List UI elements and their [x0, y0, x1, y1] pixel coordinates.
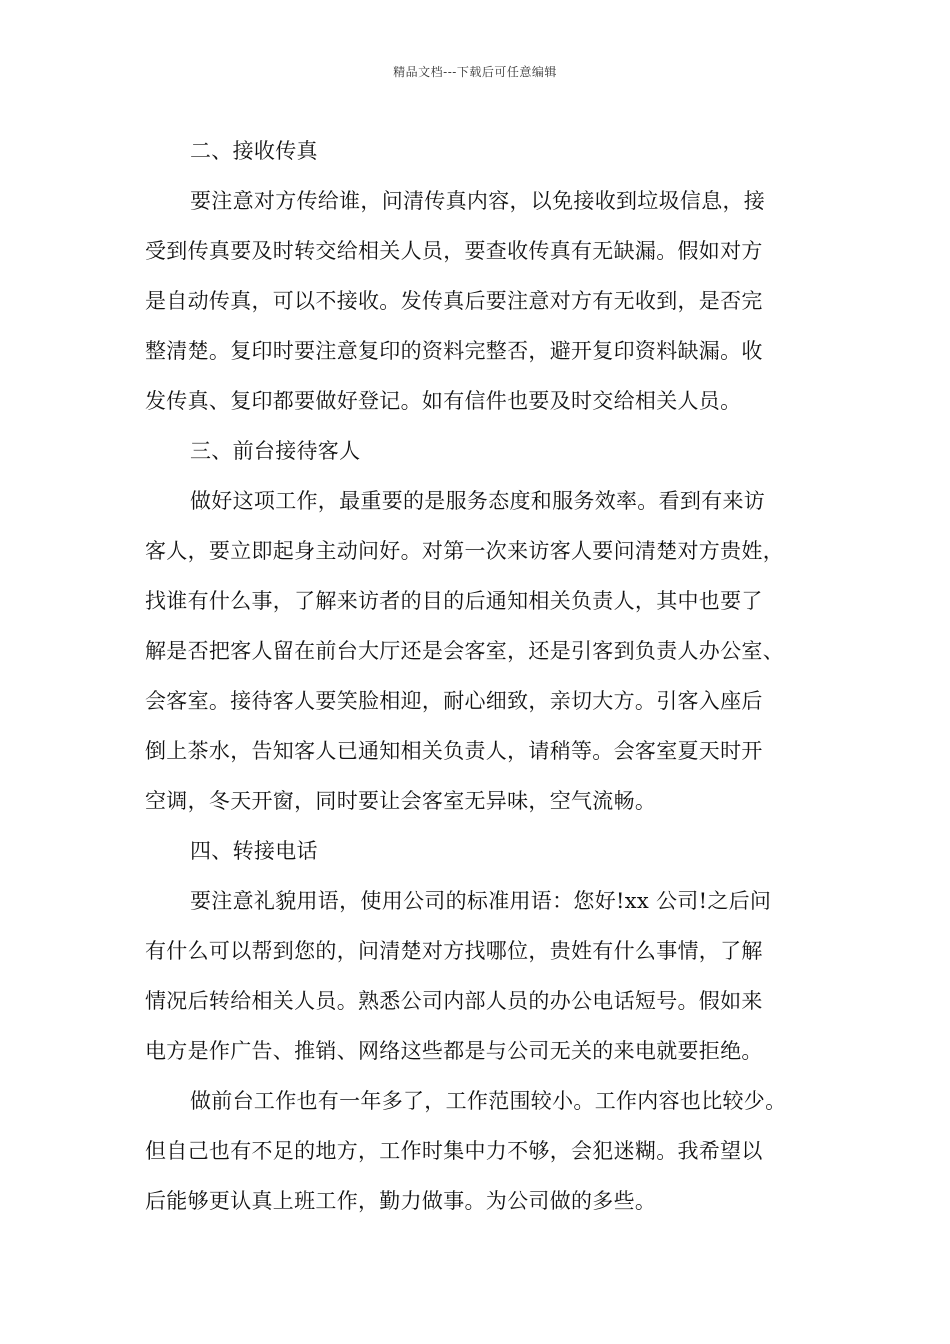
paragraph-line: 后能够更认真上班工作，勤力做事。为公司做的多些。 — [145, 1189, 657, 1213]
section-heading-reception: 三、前台接待客人 — [190, 439, 361, 463]
section-heading-fax: 二、接收传真 — [190, 139, 318, 163]
paragraph-line: 整清楚。复印时要注意复印的资料完整否，避开复印资料缺漏。收 — [145, 339, 763, 363]
paragraph-line: 受到传真要及时转交给相关人员，要查收传真有无缺漏。假如对方 — [145, 239, 763, 263]
paragraph-line: 发传真、复印都要做好登记。如有信件也要及时交给相关人员。 — [145, 389, 742, 413]
paragraph-line: 有什么可以帮到您的，问清楚对方找哪位，贵姓有什么事情，了解 — [145, 939, 763, 963]
paragraph-line: 解是否把客人留在前台大厅还是会客室，还是引客到负责人办公室、 — [145, 639, 784, 663]
section-heading-phone: 四、转接电话 — [190, 839, 318, 863]
page-header: 精品文档---下载后可任意编辑 — [393, 65, 557, 79]
paragraph-line: 要注意对方传给谁，问清传真内容，以免接收到垃圾信息，接 — [190, 189, 766, 213]
paragraph-line: 会客室。接待客人要笑脸相迎，耐心细致，亲切大方。引客入座后 — [145, 689, 763, 713]
document-body — [145, 126, 815, 1226]
paragraph-line: 倒上茶水，告知客人已通知相关负责人，请稍等。会客室夏天时开 — [145, 739, 763, 763]
paragraph-line: 情况后转给相关人员。熟悉公司内部人员的办公电话短号。假如来 — [145, 989, 763, 1013]
paragraph-line: 电方是作广告、推销、网络这些都是与公司无关的来电就要拒绝。 — [145, 1039, 763, 1063]
paragraph-line: 但自己也有不足的地方，工作时集中力不够，会犯迷糊。我希望以 — [145, 1139, 763, 1163]
paragraph-line: 空调，冬天开窗，同时要让会客室无异味，空气流畅。 — [145, 789, 657, 813]
paragraph-line: 客人，要立即起身主动问好。对第一次来访客人要问清楚对方贵姓， — [145, 539, 784, 563]
paragraph-line: 做好这项工作，最重要的是服务态度和服务效率。看到有来访 — [190, 489, 766, 513]
paragraph-line: 做前台工作也有一年多了，工作范围较小。工作内容也比较少。 — [190, 1089, 787, 1113]
paragraph-line: 找谁有什么事，了解来访者的目的后通知相关负责人，其中也要了 — [145, 589, 763, 613]
paragraph-line: 要注意礼貌用语，使用公司的标准用语：您好!xx 公司!之后问 — [190, 889, 772, 913]
paragraph-line: 是自动传真，可以不接收。发传真后要注意对方有无收到，是否完 — [145, 289, 763, 313]
